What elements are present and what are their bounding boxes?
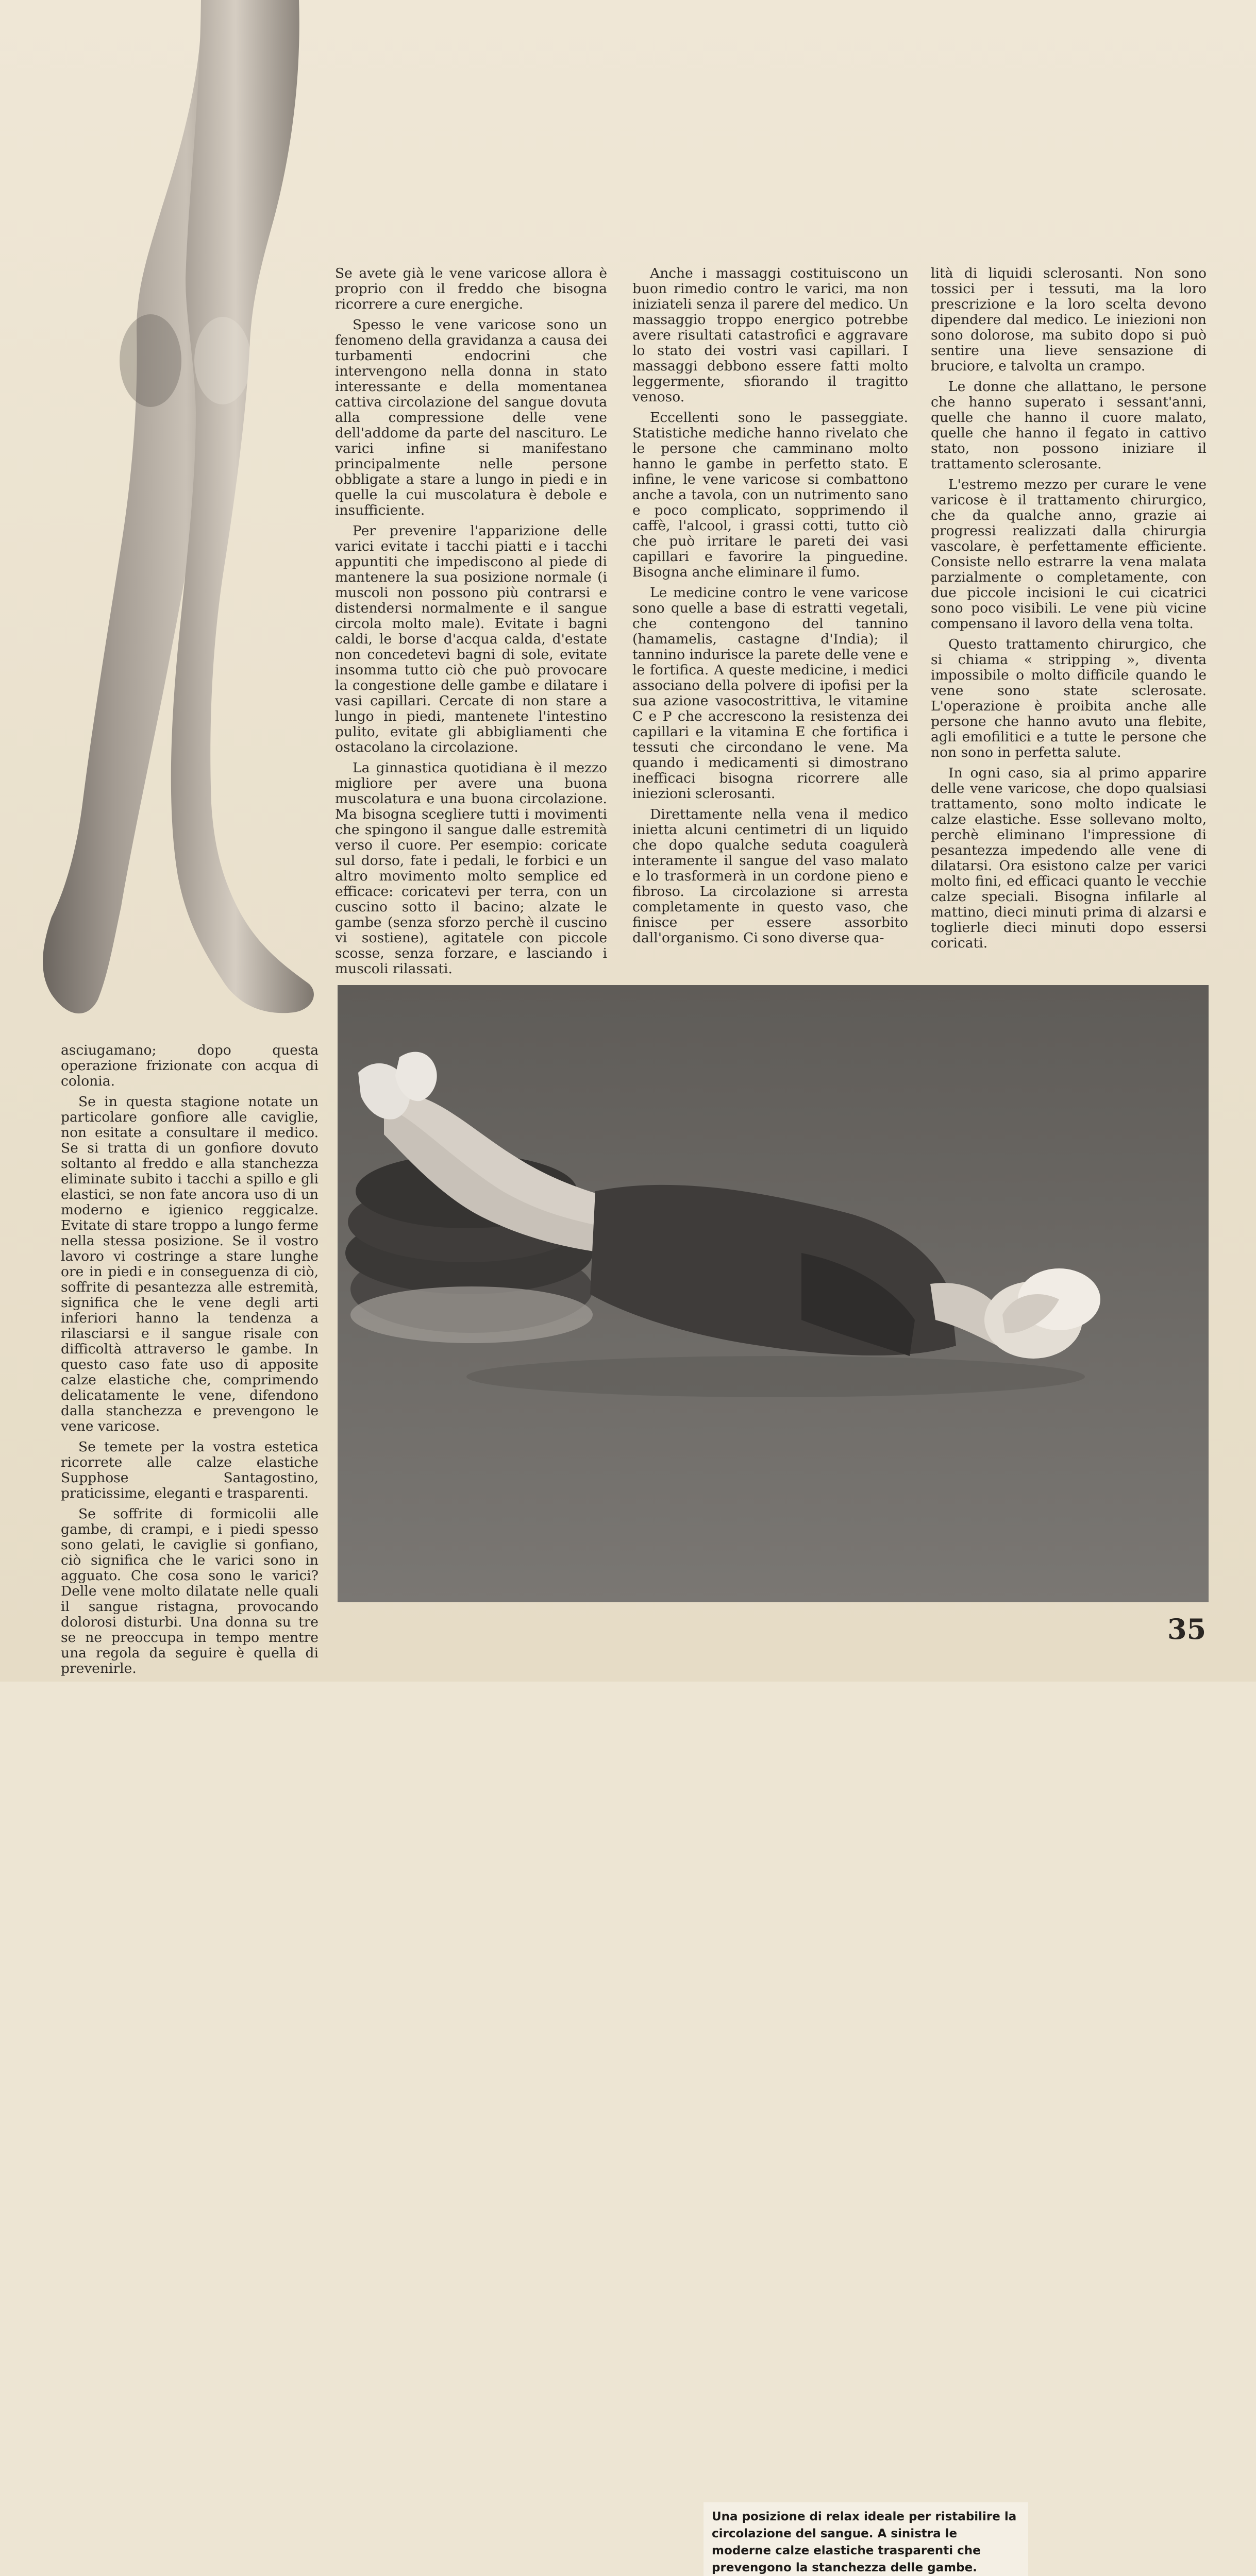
page-number: 35 bbox=[1167, 1613, 1207, 1646]
paragraph: Spesso le vene varicose sono un fenomeno della gravidanza a causa dei turbamenti endocrini che intervengono nella donna in stato interessante e della momentanea cattiva circolazione del sangue dovuta alla compressione delle vene dell'addome da parte del nascituro. Le varici infine si manifestano principalmente nelle persone obbligate a stare a lungo in piedi e in quelle la cui muscolatura è debole e insufficiente. bbox=[335, 317, 607, 518]
paragraph: Le donne che allattano, le persone che hanno superato i sessant'anni, quelle che hanno il cuore malato, quelle che hanno il fegato in cattivo stato, non possono iniziare il trattamento sclerosante. bbox=[931, 379, 1207, 472]
paragraph: Se soffrite di formicolii alle gambe, di crampi, e i piedi spesso sono gelati, le caviglie si gonfiano, ciò significa che le varici sono in agguato. Che cosa sono le varici? Delle vene molto dilatate nelle quali il sangue ristagna, provocando dolorosi disturbi. Una donna su tre se ne preoccupa in tempo mentre una regola da seguire è quella di prevenirle. bbox=[61, 1506, 319, 1676]
paragraph: Se avete già le vene varicose allora è proprio con il freddo che bisogna ricorrere a cure energiche. bbox=[335, 265, 607, 312]
paragraph: Questo trattamento chirurgico, che si chiama « stripping », diventa impossibile o molto difficile quando le vene sono state sclerosate. L'operazione è proibita anche alle persone che hanno avuto una flebite, agli emofilitici e a tutte le persone che non sono in perfetta salute. bbox=[931, 636, 1207, 760]
paragraph: Direttamente nella vena il medico inietta alcuni centimetri di un liquido che dopo qualche seduta coagulerà interamente il sangue del vaso malato e lo trasformerà in un cordone pieno e fibroso. La circolazione si arresta completamente in questo vaso, che finisce per essere assorbito dall'organismo. Ci sono diverse qua- bbox=[632, 806, 908, 946]
paragraph: Per prevenire l'apparizione delle varici evitate i tacchi piatti e i tacchi appuntiti che impediscono al piede di mantenere la sua posizione normale (i muscoli non possono più contrarsi e distendersi normalmente e il sangue circola molto male). Evitate i bagni caldi, le borse d'acqua calda, d'estate non concedetevi bagni di sole, evitate insomma tutto ciò che può provocare la congestione delle gambe e dilatare i vasi capillari. Cercate di non stare a lungo in piedi, mantenete l'intestino pulito, evitate gli abbigliamenti che ostacolano la circolazione. bbox=[335, 523, 607, 755]
paragraph: Eccellenti sono le passeggiate. Statistiche mediche hanno rivelato che le persone che camminano molto hanno le gambe in perfetto stato. E infine, le vene varicose si combattono anche a tavola, con un nutrimento sano e poco complicato, sopprimendo il caffè, l'alcool, i grassi cotti, tutto ciò che può irritare le pareti dei vasi capillari e favorire la pinguedine. Bisogna anche eliminare il fumo. bbox=[632, 410, 908, 580]
paragraph: L'estremo mezzo per curare le vene varicose è il trattamento chirurgico, che da qualche anno, grazie ai progressi realizzati dalla chirurgia vascolare, è perfettamente efficiente. Consiste nello estrarre la vena malata parzialmente o completamente, con due piccole incisioni le cui cicatrici sono poco visibili. Le vene più vicine compensano il lavoro della vena tolta. bbox=[931, 477, 1207, 632]
article-column-3 bbox=[931, 265, 1207, 951]
article-column-1 bbox=[335, 265, 607, 977]
paragraph: Se in questa stagione notate un particolare gonfiore alle caviglie, non esitate a consultare il medico. Se si tratta di un gonfiore dovuto soltanto al freddo e alla stanchezza eliminate subito i tacchi a spillo e gli elastici, se non fate ancora uso di un moderno e igienico reggicalze. Evitate di stare troppo a lungo ferme nella stessa posizione. Se il vostro lavoro vi costringe a stare lunghe ore in piedi e in conseguenza di ciò, soffrite di pesantezza alle estremità, significa che le vene degli arti inferiori hanno la tendenza a rilasciarsi e il sangue risale con difficoltà attraverso le gambe. In questo caso fate uso di apposite calze elastiche che, comprimendo delicatamente le vene, difendono dalla stanchezza e prevengono le vene varicose. bbox=[61, 1094, 319, 1434]
paragraph: Anche i massaggi costituiscono un buon rimedio contro le varici, ma non iniziateli senza il parere del medico. Un massaggio troppo energico potrebbe avere risultati catastrofici e aggravare lo stato dei vostri vasi capillari. I massaggi debbono essere fatti molto leggermente, sfiorando il tragitto venoso. bbox=[632, 265, 908, 405]
article-column-2 bbox=[632, 265, 908, 946]
paragraph: Le medicine contro le vene varicose sono quelle a base di estratti vegetali, che contengono del tannino (hamamelis, castagne d'India); il tannino indurisce la parete delle vene e le fortifica. A queste medicine, i medici associano della polvere di ipofisi per la sua azione vasocostrittiva, le vitamine C e P che accrescono la resistenza dei capillari e la vitamina E che fortifica i tessuti che circondano le vene. Ma quando i medicamenti si dimostrano inefficaci bisogna ricorrere alle iniezioni sclerosanti. bbox=[632, 585, 908, 802]
paragraph: In ogni caso, sia al primo apparire delle vene varicose, che dopo qualsiasi trattamento, sono molto indicate le calze elastiche. Esse sollevano molto, perchè eliminano l'impressione di pesantezza impedendo alle vene di dilatarsi. Ora esistono calze per varici molto fini, ed efficaci quanto le vecchie calze speciali. Bisogna infilarle al mattino, dieci minuti prima di alzarsi e toglierle dieci minuti dopo essersi coricati. bbox=[931, 765, 1207, 951]
paragraph: La ginnastica quotidiana è il mezzo migliore per avere una buona muscolatura e una buona circolazione. Ma bisogna scegliere tutti i movimenti che spingono il sangue dalle estremità verso il cuore. Per esempio: coricate sul dorso, fate i pedali, le forbici e un altro movimento molto semplice ed efficace: coricatevi per terra, con un cuscino sotto il bacino; alzate le gambe (senza sforzo perchè il cuscino vi sostiene), agitatele con piccole scosse, senza forzare, e lasciando i muscoli rilassati. bbox=[335, 760, 607, 977]
photo-caption: Una posizione di relax ideale per ristabilire la circolazione del sangue. A sinistra le moderne calze elastiche trasparenti che prevengono la stanchezza delle gambe. bbox=[704, 2502, 1028, 2576]
paragraph: asciugamano; dopo questa operazione frizionate con acqua di colonia. bbox=[61, 1042, 319, 1089]
legs-photo bbox=[31, 0, 330, 1051]
paragraph: lità di liquidi sclerosanti. Non sono tossici per i tessuti, ma la loro prescrizione e la loro scelta devono dipendere dal medico. Le iniezioni non sono dolorose, ma subito dopo si può sentire una lieve sensazione di bruciore, e talvolta un crampo. bbox=[931, 265, 1207, 374]
article-column-4 bbox=[61, 1042, 319, 1676]
paragraph: Se temete per la vostra estetica ricorrete alle calze elastiche Supphose Santagostino, praticissime, eleganti e trasparenti. bbox=[61, 1439, 319, 1501]
